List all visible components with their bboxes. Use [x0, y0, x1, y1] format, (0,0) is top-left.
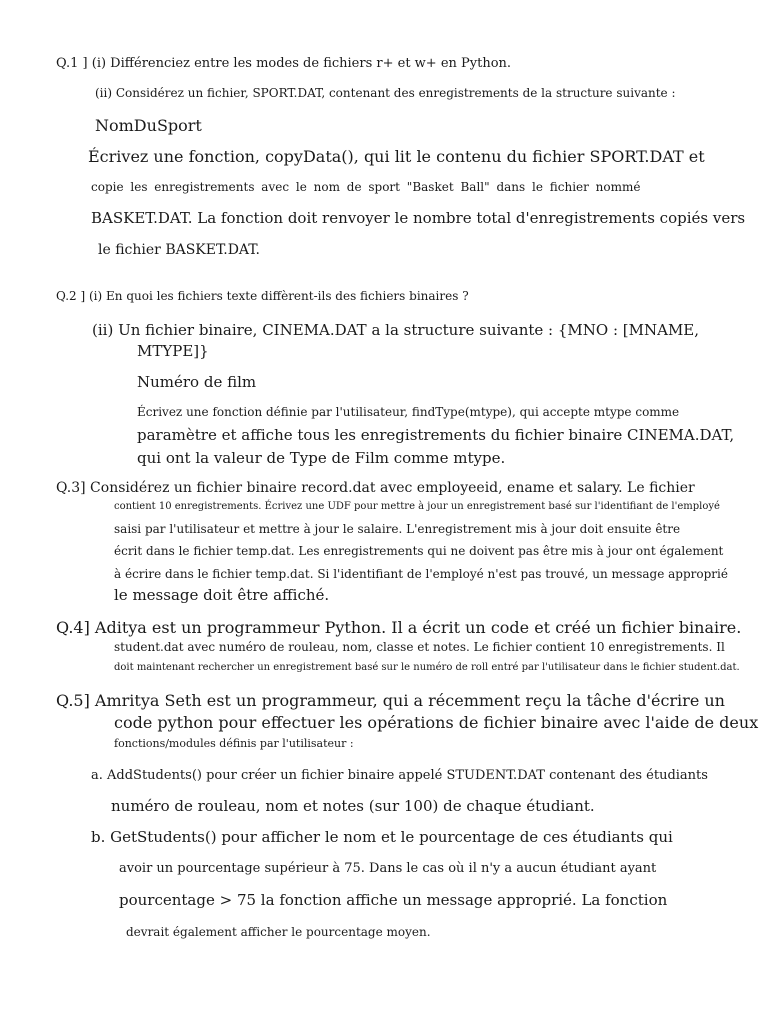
q2-structure-end: MTYPE]}: [137, 342, 209, 360]
q1-task-line-3: BASKET.DAT. La fonction doit renvoyer le nombre total d'enregistrements copiés vers: [91, 209, 746, 227]
q2-part-ii: (ii) Un fichier binaire, CINEMA.DAT a la structure suivante : {MNO : [MNAME,: [92, 321, 700, 339]
q2-task-line-2: paramètre et affiche tous les enregistrements du fichier binaire CINEMA.DAT,: [137, 426, 735, 444]
q5-line-2: code python pour effectuer les opérations de fichier binaire avec l'aide de deux: [114, 713, 759, 732]
q1-part-i: Q.1 ] (i) Différenciez entre les modes de fichiers r+ et w+ en Python.: [56, 56, 512, 71]
q2-part-i: Q.2 ] (i) En quoi les fichiers texte diffèrent-ils des fichiers binaires ?: [56, 289, 469, 303]
q1-structure-field: NomDuSport: [95, 116, 202, 135]
q3-line-2: contient 10 enregistrements. Écrivez une UDF pour mettre à jour un enregistrement basé sur l'identifiant de l'employé: [114, 501, 720, 512]
q1-task-line-1: Écrivez une fonction, copyData(), qui lit le contenu du fichier SPORT.DAT et: [88, 147, 705, 166]
q5-item-b-line-2: avoir un pourcentage supérieur à 75. Dans le cas où il n'y a aucun étudiant ayant: [119, 861, 657, 876]
q4-line-2: student.dat avec numéro de rouleau, nom, classe et notes. Le fichier contient 10 enregistrements. Il: [114, 640, 725, 654]
q3-line-5: à écrire dans le fichier temp.dat. Si l'identifiant de l'employé n'est pas trouvé, un message approprié: [114, 567, 728, 581]
q4-line-3: doit maintenant rechercher un enregistrement basé sur le numéro de roll entré par l'utilisateur dans le fichier student.dat.: [114, 662, 740, 673]
q2-task-line-3: qui ont la valeur de Type de Film comme mtype.: [137, 449, 506, 467]
q1-task-line-4: le fichier BASKET.DAT.: [98, 242, 261, 258]
q5-item-a-line-1: a. AddStudents() pour créer un fichier binaire appelé STUDENT.DAT contenant des étudiants: [91, 768, 708, 783]
q5-line-1: Q.5] Amritya Seth est un programmeur, qui a récemment reçu la tâche d'écrire un: [56, 691, 725, 710]
q5-item-b-line-3: pourcentage > 75 la fonction affiche un message approprié. La fonction: [119, 891, 668, 909]
q1-task-line-2: copie les enregistrements avec le nom de sport "Basket Ball" dans le fichier nommé: [91, 180, 641, 194]
q3-line-1: Q.3] Considérez un fichier binaire record.dat avec employeeid, ename et salary. Le fichier: [56, 480, 695, 496]
q5-item-a-line-2: numéro de rouleau, nom et notes (sur 100) de chaque étudiant.: [111, 797, 595, 815]
q3-line-4: écrit dans le fichier temp.dat. Les enregistrements qui ne doivent pas être mis à jour ont également: [114, 544, 724, 558]
q3-line-3: saisi par l'utilisateur et mettre à jour le salaire. L'enregistrement mis à jour doit ensuite être: [114, 522, 681, 536]
q5-item-b-line-4: devrait également afficher le pourcentage moyen.: [126, 925, 431, 939]
q5-line-3: fonctions/modules définis par l'utilisateur :: [114, 737, 354, 750]
q1-part-ii: (ii) Considérez un fichier, SPORT.DAT, contenant des enregistrements de la structure suivante :: [95, 86, 676, 100]
q3-line-6: le message doit être affiché.: [114, 586, 330, 604]
q5-item-b-line-1: b. GetStudents() pour afficher le nom et le pourcentage de ces étudiants qui: [91, 828, 673, 846]
q4-line-1: Q.4] Aditya est un programmeur Python. Il a écrit un code et créé un fichier binaire.: [56, 618, 742, 637]
q2-structure-label: Numéro de film: [137, 373, 257, 391]
q2-task-line-1: Écrivez une fonction définie par l'utilisateur, findType(mtype), qui accepte mtype comme: [137, 405, 680, 419]
